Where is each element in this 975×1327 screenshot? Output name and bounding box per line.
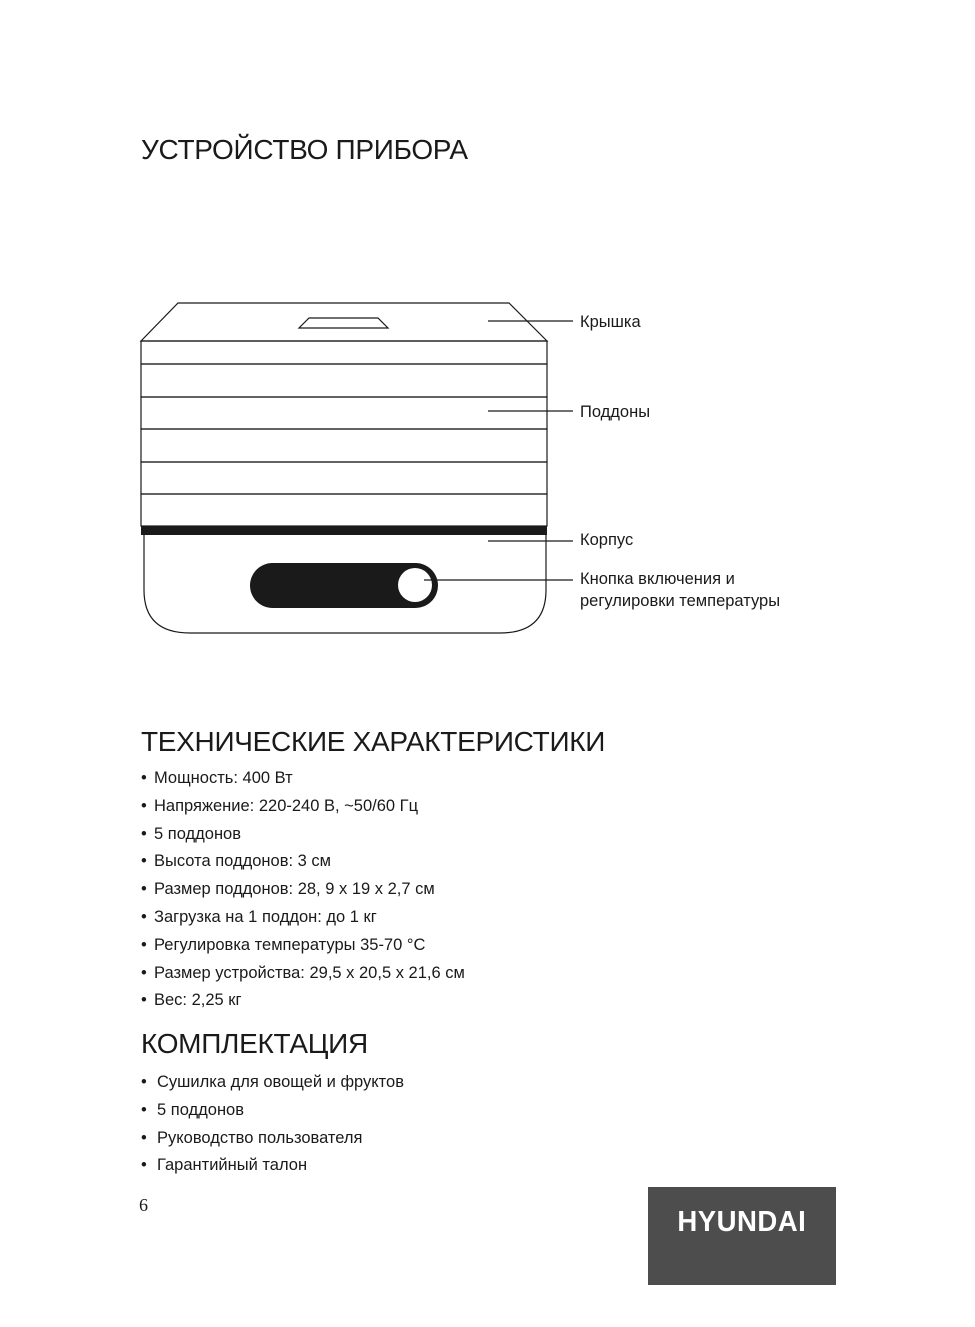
spec-text: Размер устройства: 29,5 x 20,5 x 21,6 см: [154, 963, 465, 982]
kit-item: [141, 1153, 404, 1181]
bullet: •: [141, 1128, 147, 1147]
tray-1: [141, 341, 547, 364]
spec-text: Мощность: 400 Вт: [154, 769, 293, 787]
lid-shape: [141, 303, 547, 341]
bullet: •: [141, 852, 147, 871]
bullet: •: [141, 991, 147, 1010]
spec-text: Высота поддонов: 3 см: [154, 852, 332, 871]
kit-item: [141, 1126, 404, 1154]
kit-text: Руководство пользователя: [157, 1128, 363, 1147]
kit-list: [141, 1070, 404, 1181]
spec-item: [141, 849, 465, 877]
spec-text: Размер поддонов: 28, 9 x 19 x 2,7 см: [154, 880, 435, 899]
kit-section-title: КОМПЛЕКТАЦИЯ: [141, 1028, 368, 1059]
spec-text: 5 поддонов: [154, 824, 241, 843]
spec-item: [141, 933, 465, 961]
base-top-band: [141, 526, 547, 535]
power-knob: [398, 568, 432, 602]
bullet: •: [141, 1073, 147, 1091]
tray-2: [141, 364, 547, 397]
device-section-title: УСТРОЙСТВО ПРИБОРА: [141, 134, 468, 165]
brand-logo: [648, 1187, 836, 1285]
label-lid: Крышка: [580, 313, 641, 331]
bullet: •: [141, 1156, 147, 1175]
kit-text: Сушилка для овощей и фруктов: [157, 1073, 405, 1091]
bullet: •: [141, 880, 147, 899]
specs-list: [141, 766, 465, 1016]
label-power-button: [580, 568, 780, 612]
kit-item: [141, 1070, 404, 1098]
spec-item: [141, 988, 465, 1016]
spec-text: Напряжение: 220-240 В, ~50/60 Гц: [154, 796, 419, 815]
tray-4: [141, 429, 547, 462]
bullet: •: [141, 796, 147, 815]
spec-item: [141, 961, 465, 989]
label-power-button-line2: регулировки температуры: [580, 592, 781, 610]
brand-logo-text: HYUNDAI: [677, 1205, 807, 1238]
spec-item: [141, 822, 465, 850]
lid-handle: [299, 318, 388, 328]
bullet: •: [141, 824, 147, 843]
bullet: •: [141, 935, 147, 954]
label-body: Корпус: [580, 531, 634, 549]
spec-item: [141, 877, 465, 905]
spec-item: [141, 766, 465, 794]
spec-text: Вес: 2,25 кг: [154, 991, 242, 1010]
spec-item: [141, 794, 465, 822]
label-power-button-line1: Кнопка включения и: [580, 570, 735, 588]
bullet: •: [141, 769, 147, 787]
bullet: •: [141, 907, 147, 926]
kit-item: [141, 1098, 404, 1126]
kit-text: Гарантийный талон: [157, 1156, 308, 1175]
spec-text: Регулировка температуры 35-70 °C: [154, 935, 426, 954]
bullet: •: [141, 963, 147, 982]
bullet: •: [141, 1100, 147, 1119]
spec-item: [141, 905, 465, 933]
tray-5: [141, 462, 547, 494]
tray-6: [141, 494, 547, 526]
kit-text: 5 поддонов: [157, 1100, 244, 1119]
label-trays: Поддоны: [580, 403, 651, 421]
specs-section-title: ТЕХНИЧЕСКИЕ ХАРАКТЕРИСТИКИ: [141, 726, 606, 757]
page-number: 6: [139, 1195, 148, 1215]
spec-text: Загрузка на 1 поддон: до 1 кг: [154, 907, 377, 926]
tray-3: [141, 397, 547, 429]
